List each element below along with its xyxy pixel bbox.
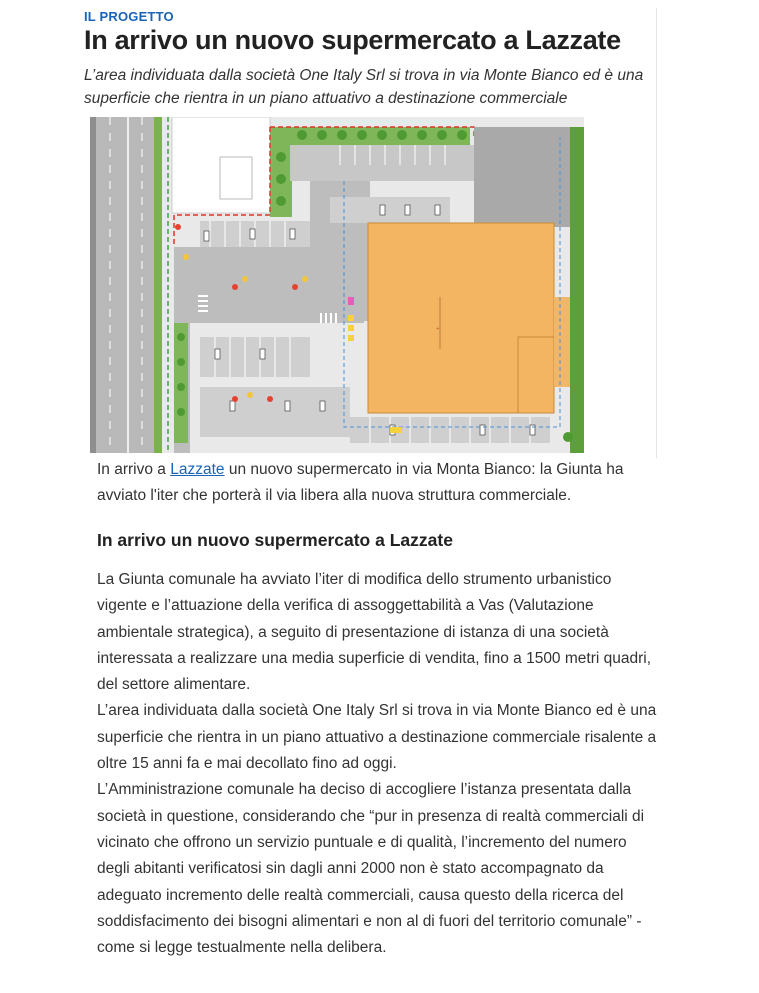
image-caption: In arrivo a Lazzate un nuovo supermercato in via Monta Bianco: la Giunta ha avviato l'iter che porterà il via libera alla nuova struttura commerciale. bbox=[97, 461, 624, 504]
paragraph-2: L’area individuata dalla società One Italy Srl si trova in via Monte Bianco ed è una superficie che rientra in un piano attuativo a destinazione commerciale risalente a oltre 15 anni fa e mai decollato fino ad oggi. bbox=[97, 702, 657, 773]
site-plan-image bbox=[90, 117, 584, 453]
paragraph-3: L’Amministrazione comunale ha deciso di accogliere l’istanza presentata dalla società in questione, considerando che “pur in presenza di realtà commerciali di vicinato che offrono un servizio puntuale e di qualità, l’incremento del numero degli abitanti verificatosi sin dagli anni 2000 non è stato accompagnato da adeguato incremento delle realtà commerciali, causa questo della ricerca del soddisfacimento dei bisogni alimentari e non al di fuori del territorio comunale” -come si legge testualmente nella delibera. bbox=[97, 781, 645, 957]
article-title: In arrivo un nuovo supermercato a Lazzate bbox=[84, 25, 621, 55]
article-body bbox=[97, 567, 657, 961]
section-heading: In arrivo un nuovo supermercato a Lazzate bbox=[97, 530, 453, 550]
paragraph-1: La Giunta comunale ha avviato l’iter di modifica dello strumento urbanistico vigente e l’attuazione della verifica di assoggettabilità a Vas (Valutazione ambientale strategica), a seguito di presentazione di istanza di una società interessata a realizzare una media superficie di vendita, fino a 1500 metri quadri, del settore alimentare. bbox=[97, 571, 652, 694]
article-subtitle: L’area individuata dalla società One Italy Srl si trova in via Monte Bianco ed è una superficie che rientra in un piano attuativo a destinazione commerciale bbox=[84, 67, 644, 107]
column-divider bbox=[656, 8, 657, 458]
lazzate-link[interactable]: Lazzate bbox=[170, 461, 225, 478]
article-kicker: IL PROGETTO bbox=[84, 9, 174, 24]
svg-text:+: + bbox=[434, 327, 440, 330]
